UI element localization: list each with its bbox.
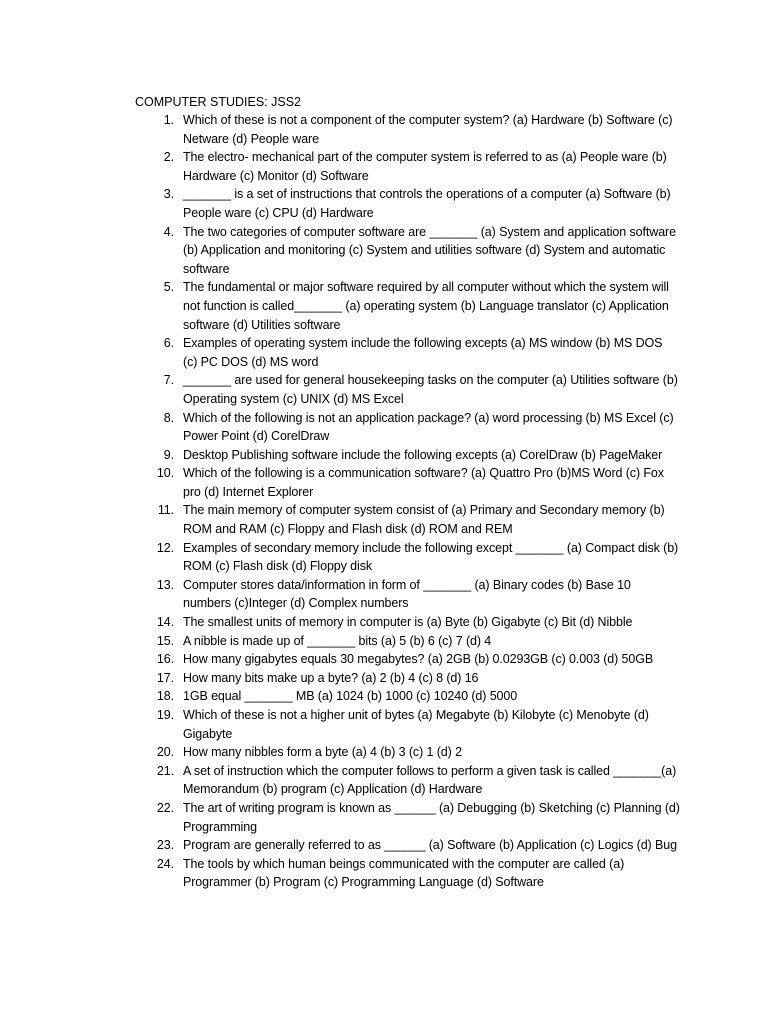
- question-number: 14.: [156, 615, 174, 630]
- question-item: [135, 687, 680, 706]
- question-text: How many nibbles form a byte (a) 4 (b) 3 (c) 1 (d) 2: [183, 745, 462, 760]
- question-number: 20.: [156, 745, 174, 760]
- question-item: [135, 446, 680, 465]
- question-text: Which of the following is a communication software? (a) Quattro Pro (b)MS Word (c) Fox pro (d) Internet Explorer: [183, 466, 664, 499]
- question-number: 6.: [163, 336, 174, 351]
- question-number: 17.: [156, 670, 174, 685]
- question-item: [135, 409, 680, 446]
- question-text: The electro- mechanical part of the computer system is referred to as (a) People ware (b) Hardware (c) Monitor (d) Software: [183, 150, 667, 183]
- question-text: A set of instruction which the computer follows to perform a given task is called _______(a) Memorandum (b) program (c) Application (d) Hardware: [183, 763, 677, 797]
- question-text: The art of writing program is known as ______ (a) Debugging (b) Sketching (c) Planning (d) Programming: [183, 800, 680, 834]
- question-text: The fundamental or major software required by all computer without which the system will not function is called_______ (a) operating system (b) Language translator (c) Application software (d) Utilities software: [183, 280, 669, 332]
- question-text: A nibble is made up of _______ bits (a) 5 (b) 6 (c) 7 (d) 4: [183, 633, 492, 648]
- question-number: 10.: [156, 466, 174, 481]
- question-item: [135, 836, 680, 855]
- question-item: [135, 111, 680, 148]
- question-number: 16.: [156, 652, 174, 667]
- question-text: _______ is a set of instructions that controls the operations of a computer (a) Software (b) People ware (c) CPU (d) Hardware: [183, 187, 671, 220]
- question-number: 11.: [157, 503, 174, 518]
- question-text: The two categories of computer software are _______ (a) System and application software (b) Application and monitoring (c) System and utilities software (d) System and automatic software: [183, 224, 676, 276]
- question-item: [135, 650, 680, 669]
- question-number: 15.: [156, 633, 174, 648]
- question-text: The tools by which human beings communicated with the computer are called (a) Programmer (b) Program (c) Programming Language (d) Software: [183, 856, 625, 890]
- question-item: [135, 539, 680, 576]
- question-number: 24.: [156, 856, 174, 871]
- question-item: [135, 632, 680, 651]
- question-number: 22.: [156, 800, 174, 815]
- question-text: How many bits make up a byte? (a) 2 (b) 4 (c) 8 (d) 16: [183, 670, 479, 685]
- question-item: [135, 334, 680, 371]
- question-item: [135, 148, 680, 185]
- question-item: [135, 762, 680, 799]
- question-item: [135, 223, 680, 279]
- question-item: [135, 278, 680, 334]
- question-text: Which of the following is not an application package? (a) word processing (b) MS Excel (c) Power Point (d) CorelDraw: [183, 410, 674, 444]
- question-number: 12.: [156, 540, 174, 555]
- question-text: 1GB equal _______ MB (a) 1024 (b) 1000 (c) 10240 (d) 5000: [183, 689, 518, 704]
- question-number: 3.: [163, 187, 174, 202]
- question-item: [135, 576, 680, 613]
- question-text: Which of these is not a component of the computer system? (a) Hardware (b) Software (c) Netware (d) People ware: [183, 113, 673, 146]
- question-text: Computer stores data/information in form of _______ (a) Binary codes (b) Base 10 numbers (c)Integer (d) Complex numbers: [183, 577, 631, 611]
- question-item: [135, 799, 680, 836]
- question-number: 21.: [156, 763, 174, 778]
- question-text: Which of these is not a higher unit of bytes (a) Megabyte (b) Kilobyte (c) Menobyte (d) Gigabyte: [183, 708, 649, 741]
- question-item: [135, 185, 680, 222]
- question-text: _______ are used for general housekeeping tasks on the computer (a) Utilities software (b) Operating system (c) UNIX (d) MS Excel: [183, 373, 678, 406]
- question-number: 13.: [156, 577, 174, 592]
- question-number: 8.: [163, 410, 174, 425]
- question-list: [135, 111, 680, 892]
- question-text: The smallest units of memory in computer is (a) Byte (b) Gigabyte (c) Bit (d) Nibble: [183, 615, 633, 630]
- question-text: Examples of secondary memory include the following except _______ (a) Compact disk (b) ROM (c) Flash disk (d) Floppy disk: [183, 540, 679, 574]
- question-number: 19.: [156, 708, 174, 722]
- question-item: [135, 501, 680, 538]
- question-text: Desktop Publishing software include the following excepts (a) CorelDraw (b) PageMaker: [183, 447, 663, 462]
- question-item: [135, 855, 680, 892]
- question-item: [135, 371, 680, 408]
- question-number: 23.: [156, 838, 174, 853]
- question-item: [135, 669, 680, 688]
- question-number: 2.: [163, 150, 174, 165]
- question-text: How many gigabytes equals 30 megabytes? (a) 2GB (b) 0.0293GB (c) 0.003 (d) 50GB: [183, 652, 654, 667]
- question-number: 5.: [163, 280, 174, 295]
- document-title: COMPUTER STUDIES: JSS2: [135, 95, 301, 109]
- question-text: Examples of operating system include the following excepts (a) MS window (b) MS DOS (c) PC DOS (d) MS word: [183, 336, 663, 369]
- question-item: [135, 743, 680, 762]
- question-number: 4.: [163, 224, 174, 239]
- question-item: [135, 613, 680, 632]
- question-item: [135, 706, 680, 743]
- question-number: 18.: [156, 689, 174, 704]
- question-number: 7.: [163, 373, 174, 388]
- question-number: 9.: [163, 447, 174, 462]
- question-text: The main memory of computer system consist of (a) Primary and Secondary memory (b) ROM and RAM (c) Floppy and Flash disk (d) ROM and REM: [183, 503, 665, 537]
- question-text: Program are generally referred to as ______ (a) Software (b) Application (c) Logics (d) Bug: [183, 838, 677, 853]
- question-item: [135, 464, 680, 501]
- question-number: 1.: [163, 113, 174, 127]
